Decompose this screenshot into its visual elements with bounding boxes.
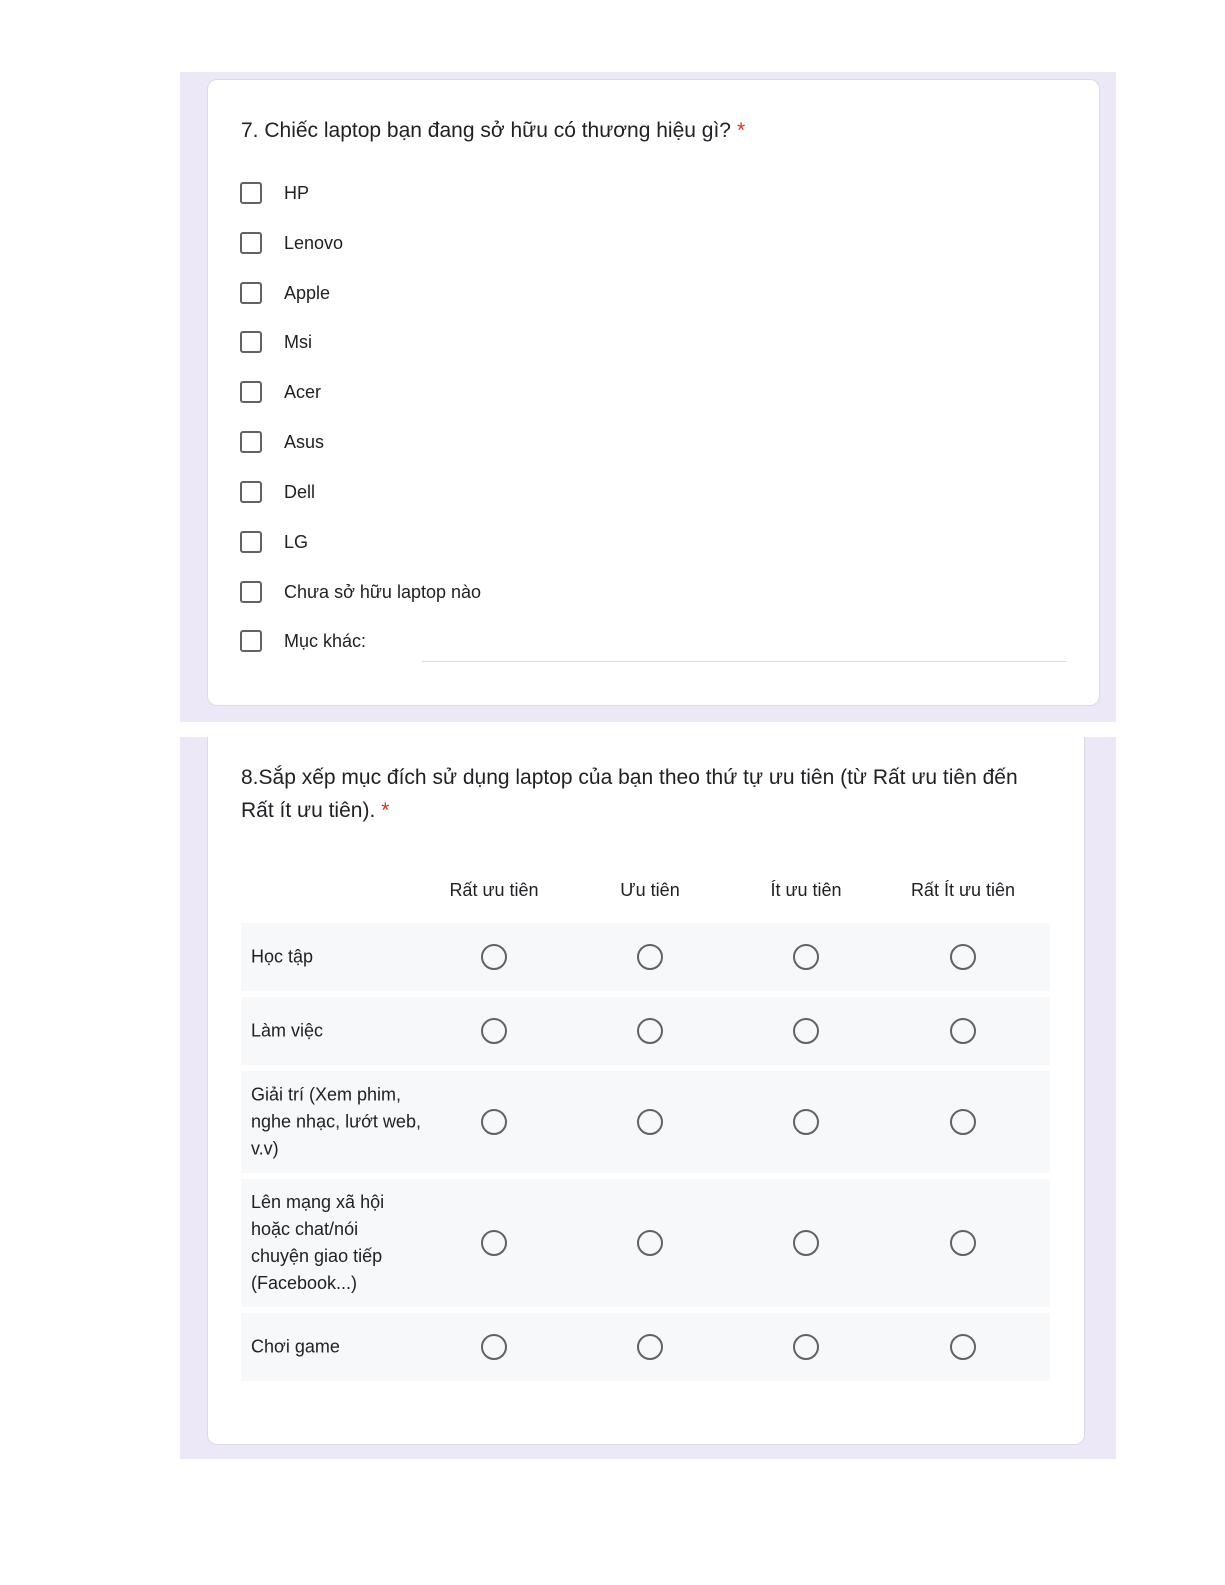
checkbox-icon[interactable] bbox=[240, 232, 262, 254]
radio-button[interactable] bbox=[481, 1018, 507, 1044]
option-label: Lenovo bbox=[284, 232, 344, 253]
checkbox-icon[interactable] bbox=[240, 531, 262, 553]
required-asterisk: * bbox=[381, 799, 390, 822]
option-label: Mục khác: bbox=[284, 630, 367, 651]
option-label: Dell bbox=[284, 481, 316, 502]
radio-button[interactable] bbox=[637, 1109, 663, 1135]
question-title bbox=[241, 761, 1041, 827]
question-title bbox=[241, 114, 745, 147]
grid-row-giai-tri bbox=[241, 1071, 1050, 1173]
checkbox-icon[interactable] bbox=[240, 431, 262, 453]
radio-button[interactable] bbox=[637, 1018, 663, 1044]
grid-row-lam-viec bbox=[241, 997, 1050, 1065]
checkbox-option-acer[interactable] bbox=[240, 377, 321, 407]
radio-button[interactable] bbox=[793, 944, 819, 970]
grid-row-label: Giải trí (Xem phim, nghe nhạc, lướt web, v.v) bbox=[251, 1084, 421, 1159]
checkbox-icon[interactable] bbox=[240, 630, 262, 652]
checkbox-option-hp[interactable] bbox=[240, 178, 309, 208]
radio-button[interactable] bbox=[637, 944, 663, 970]
option-label: Chưa sở hữu laptop nào bbox=[284, 581, 482, 602]
grid-row-label: Chơi game bbox=[251, 1336, 340, 1357]
checkbox-option-dell[interactable] bbox=[240, 477, 315, 507]
checkbox-icon[interactable] bbox=[240, 581, 262, 603]
radio-button[interactable] bbox=[793, 1018, 819, 1044]
question-card-brand bbox=[207, 79, 1100, 706]
radio-button[interactable] bbox=[793, 1230, 819, 1256]
grid-row-label: Lên mạng xã hội hoặc chat/nói chuyện giao tiếp (Facebook...) bbox=[251, 1192, 385, 1293]
checkbox-option-lenovo[interactable] bbox=[240, 228, 343, 258]
radio-button[interactable] bbox=[950, 1334, 976, 1360]
option-label: Acer bbox=[284, 381, 322, 402]
grid-column-header: Ưu tiên bbox=[620, 880, 680, 900]
question-text: 7. Chiếc laptop bạn đang sở hữu có thương hiệu gì? bbox=[241, 119, 731, 142]
grid-column-header: Rất ưu tiên bbox=[449, 880, 539, 900]
grid-column-header: Rất Ít ưu tiên bbox=[910, 880, 1016, 900]
question-card-usage-priority bbox=[207, 737, 1085, 1445]
radio-button[interactable] bbox=[481, 944, 507, 970]
checkbox-option-asus[interactable] bbox=[240, 427, 324, 457]
radio-button[interactable] bbox=[481, 1109, 507, 1135]
grid-row-mang-xa-hoi bbox=[241, 1179, 1050, 1307]
required-asterisk: * bbox=[736, 119, 746, 142]
other-text-input[interactable] bbox=[422, 661, 1067, 662]
option-label: Apple bbox=[284, 282, 331, 303]
radio-button[interactable] bbox=[950, 1109, 976, 1135]
question-text: 8.Sắp xếp mục đích sử dụng laptop của bạn theo thứ tự ưu tiên (từ Rất ưu tiên đến Rất ít ưu tiên). bbox=[241, 766, 1018, 822]
option-label: Msi bbox=[284, 331, 312, 352]
option-label: HP bbox=[284, 182, 310, 203]
checkbox-option-other[interactable] bbox=[240, 626, 366, 656]
checkbox-icon[interactable] bbox=[240, 182, 262, 204]
radio-button[interactable] bbox=[950, 1230, 976, 1256]
radio-button[interactable] bbox=[481, 1334, 507, 1360]
radio-button[interactable] bbox=[950, 1018, 976, 1044]
checkbox-option-none[interactable] bbox=[240, 577, 481, 607]
radio-button[interactable] bbox=[637, 1334, 663, 1360]
radio-button[interactable] bbox=[793, 1109, 819, 1135]
grid-column-header: Ít ưu tiên bbox=[770, 880, 842, 900]
checkbox-icon[interactable] bbox=[240, 331, 262, 353]
checkbox-option-msi[interactable] bbox=[240, 327, 312, 357]
grid-row-label: Làm việc bbox=[251, 1020, 324, 1041]
checkbox-option-lg[interactable] bbox=[240, 527, 308, 557]
checkbox-icon[interactable] bbox=[240, 282, 262, 304]
checkbox-icon[interactable] bbox=[240, 481, 262, 503]
grid-row-hoc-tap bbox=[241, 923, 1050, 991]
radio-button[interactable] bbox=[793, 1334, 819, 1360]
checkbox-option-apple[interactable] bbox=[240, 278, 330, 308]
grid-row-choi-game bbox=[241, 1313, 1050, 1381]
radio-button[interactable] bbox=[637, 1230, 663, 1256]
radio-button[interactable] bbox=[950, 944, 976, 970]
radio-button[interactable] bbox=[481, 1230, 507, 1256]
grid-row-label: Học tập bbox=[251, 946, 314, 967]
option-label: Asus bbox=[284, 431, 325, 452]
option-label: LG bbox=[284, 531, 309, 552]
checkbox-icon[interactable] bbox=[240, 381, 262, 403]
